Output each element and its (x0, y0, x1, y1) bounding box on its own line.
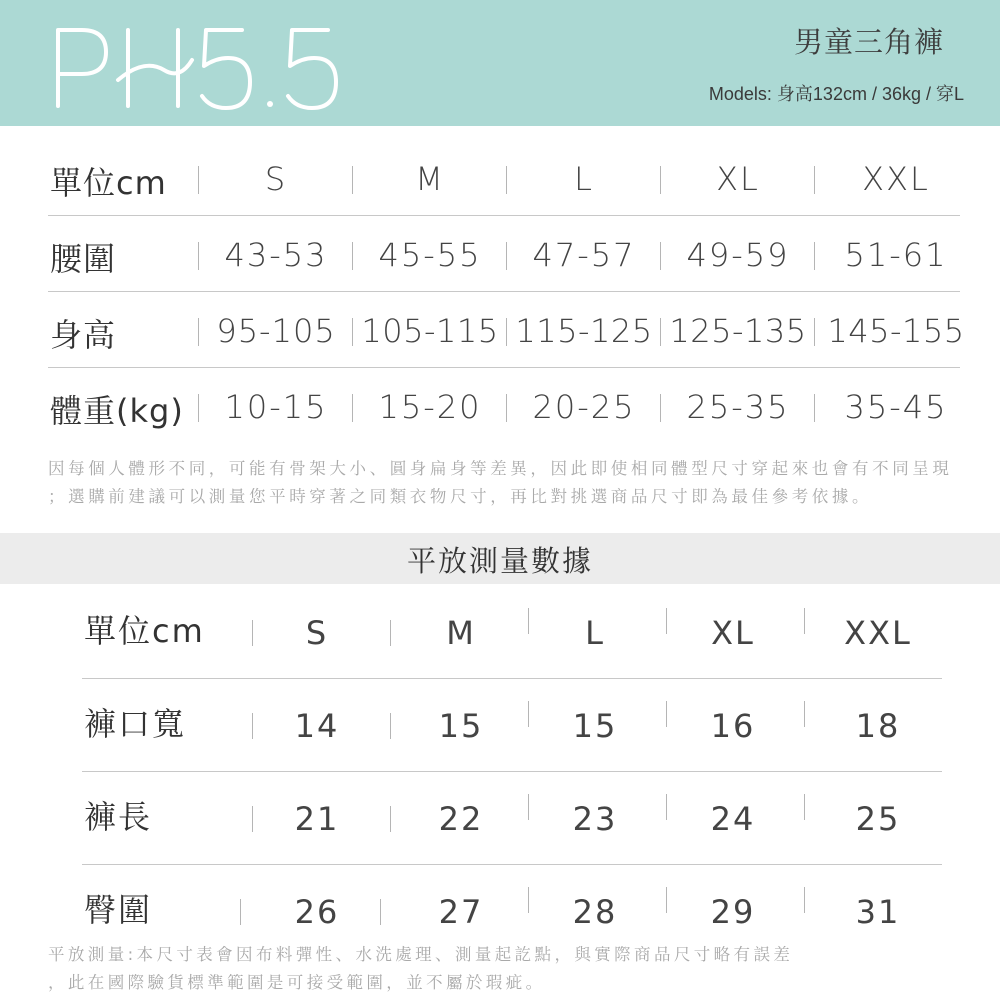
column-divider (804, 794, 805, 820)
column-divider (804, 608, 805, 634)
column-divider (352, 166, 353, 194)
column-divider (804, 701, 805, 727)
models-note: Models: 身高132cm / 36kg / 穿L (708, 84, 964, 104)
row-label: 腰圍 (50, 240, 117, 278)
column-divider (252, 713, 253, 739)
column-divider (660, 166, 661, 194)
size-cell: 95-105 (216, 312, 336, 350)
size-cell: 20-25 (532, 388, 636, 426)
flat-measurement-note (48, 941, 968, 997)
column-divider (814, 318, 815, 346)
size-cell: 145-155 (827, 312, 965, 350)
size-header-s: S (305, 614, 329, 652)
measurement-cell: 26 (294, 893, 340, 931)
column-divider (528, 887, 529, 913)
column-divider (252, 806, 253, 832)
size-cell: 115-125 (515, 312, 653, 350)
flat-header-row (82, 586, 942, 679)
size-chart-note (48, 455, 968, 511)
size-chart-table (48, 140, 965, 444)
column-divider (506, 166, 507, 194)
column-divider (198, 318, 199, 346)
row-label: 體重(kg) (50, 392, 184, 430)
column-divider (814, 394, 815, 422)
measurement-cell: 27 (438, 893, 484, 931)
size-cell: 105-115 (361, 312, 499, 350)
column-divider (390, 620, 391, 646)
size-cell: 125-135 (669, 312, 807, 350)
measurement-cell: 23 (572, 800, 618, 838)
size-cell: 47-57 (532, 236, 636, 274)
flat-row-leg-opening (82, 679, 942, 772)
column-divider (814, 242, 815, 270)
note-line: ，此在國際驗貨標準範圍是可接受範圍，並不屬於瑕疵。 (48, 973, 546, 992)
column-divider (198, 242, 199, 270)
column-divider (666, 887, 667, 913)
size-header-xl: XL (711, 614, 755, 652)
flat-measurement-table (82, 586, 942, 958)
header-banner (0, 0, 1000, 126)
column-divider (252, 620, 253, 646)
measurement-cell: 22 (438, 800, 484, 838)
column-divider (506, 394, 507, 422)
column-divider (528, 701, 529, 727)
column-divider (198, 394, 199, 422)
measurement-cell: 24 (710, 800, 756, 838)
column-divider (666, 794, 667, 820)
column-divider (660, 242, 661, 270)
size-cell: 25-35 (686, 388, 790, 426)
size-header-m: M (446, 614, 476, 652)
column-divider (390, 806, 391, 832)
note-line: 平放測量:本尺寸表會因布料彈性、水洗處理、測量起訖點，與實際商品尺寸略有誤差 (48, 945, 794, 964)
row-label: 褲口寬 (84, 705, 187, 743)
size-chart-header-row (48, 140, 960, 216)
measurement-cell: 21 (294, 800, 340, 838)
measurement-cell: 15 (572, 707, 618, 745)
column-divider (804, 887, 805, 913)
measurement-cell: 16 (710, 707, 756, 745)
column-divider (528, 608, 529, 634)
column-divider (240, 899, 241, 925)
column-divider (506, 318, 507, 346)
unit-label: 單位cm (84, 612, 205, 650)
size-cell: 10-15 (224, 388, 328, 426)
product-title: 男童三角褲 (793, 25, 944, 59)
measurement-cell: 31 (855, 893, 901, 931)
size-cell: 51-61 (844, 236, 948, 274)
unit-label: 單位cm (50, 164, 167, 202)
column-divider (506, 242, 507, 270)
column-divider (352, 318, 353, 346)
measurement-cell: 18 (855, 707, 901, 745)
column-divider (666, 608, 667, 634)
column-divider (814, 166, 815, 194)
note-line: 因每個人體形不同，可能有骨架大小、圓身扁身等差異，因此即使相同體型尺寸穿起來也會有不同呈現 (48, 459, 953, 478)
row-label: 臀圍 (84, 891, 153, 929)
measurement-cell: 14 (294, 707, 340, 745)
measurement-cell: 25 (855, 800, 901, 838)
column-divider (660, 394, 661, 422)
size-header-l: L (574, 160, 594, 198)
size-chart-row-waist (48, 216, 960, 292)
size-chart-row-height (48, 292, 965, 368)
row-label: 身高 (50, 316, 117, 354)
flat-measurement-section-bar (0, 533, 1000, 584)
column-divider (352, 394, 353, 422)
measurement-cell: 28 (572, 893, 618, 931)
size-header-l: L (585, 614, 605, 652)
note-line: ；選購前建議可以測量您平時穿著之同類衣物尺寸，再比對挑選商品尺寸即為最佳參考依據。 (48, 487, 873, 506)
flat-row-length (82, 772, 942, 865)
measurement-cell: 29 (710, 893, 756, 931)
size-header-xl: XL (716, 160, 760, 198)
size-cell: 45-55 (378, 236, 482, 274)
size-header-m: M (415, 160, 445, 198)
section-title: 平放測量數據 (406, 544, 593, 578)
size-cell: 49-59 (686, 236, 790, 274)
size-cell: 35-45 (844, 388, 948, 426)
measurement-cell: 15 (438, 707, 484, 745)
size-cell: 43-53 (224, 236, 328, 274)
column-divider (660, 318, 661, 346)
size-header-xxl: XXL (862, 160, 930, 198)
size-header-xxl: XXL (844, 614, 912, 652)
column-divider (198, 166, 199, 194)
size-cell: 15-20 (378, 388, 482, 426)
column-divider (352, 242, 353, 270)
row-label: 褲長 (84, 798, 153, 836)
size-header-s: S (264, 160, 288, 198)
brand-logo (54, 22, 344, 112)
column-divider (528, 794, 529, 820)
column-divider (666, 701, 667, 727)
size-chart-row-weight (48, 368, 960, 444)
column-divider (390, 713, 391, 739)
column-divider (380, 899, 381, 925)
